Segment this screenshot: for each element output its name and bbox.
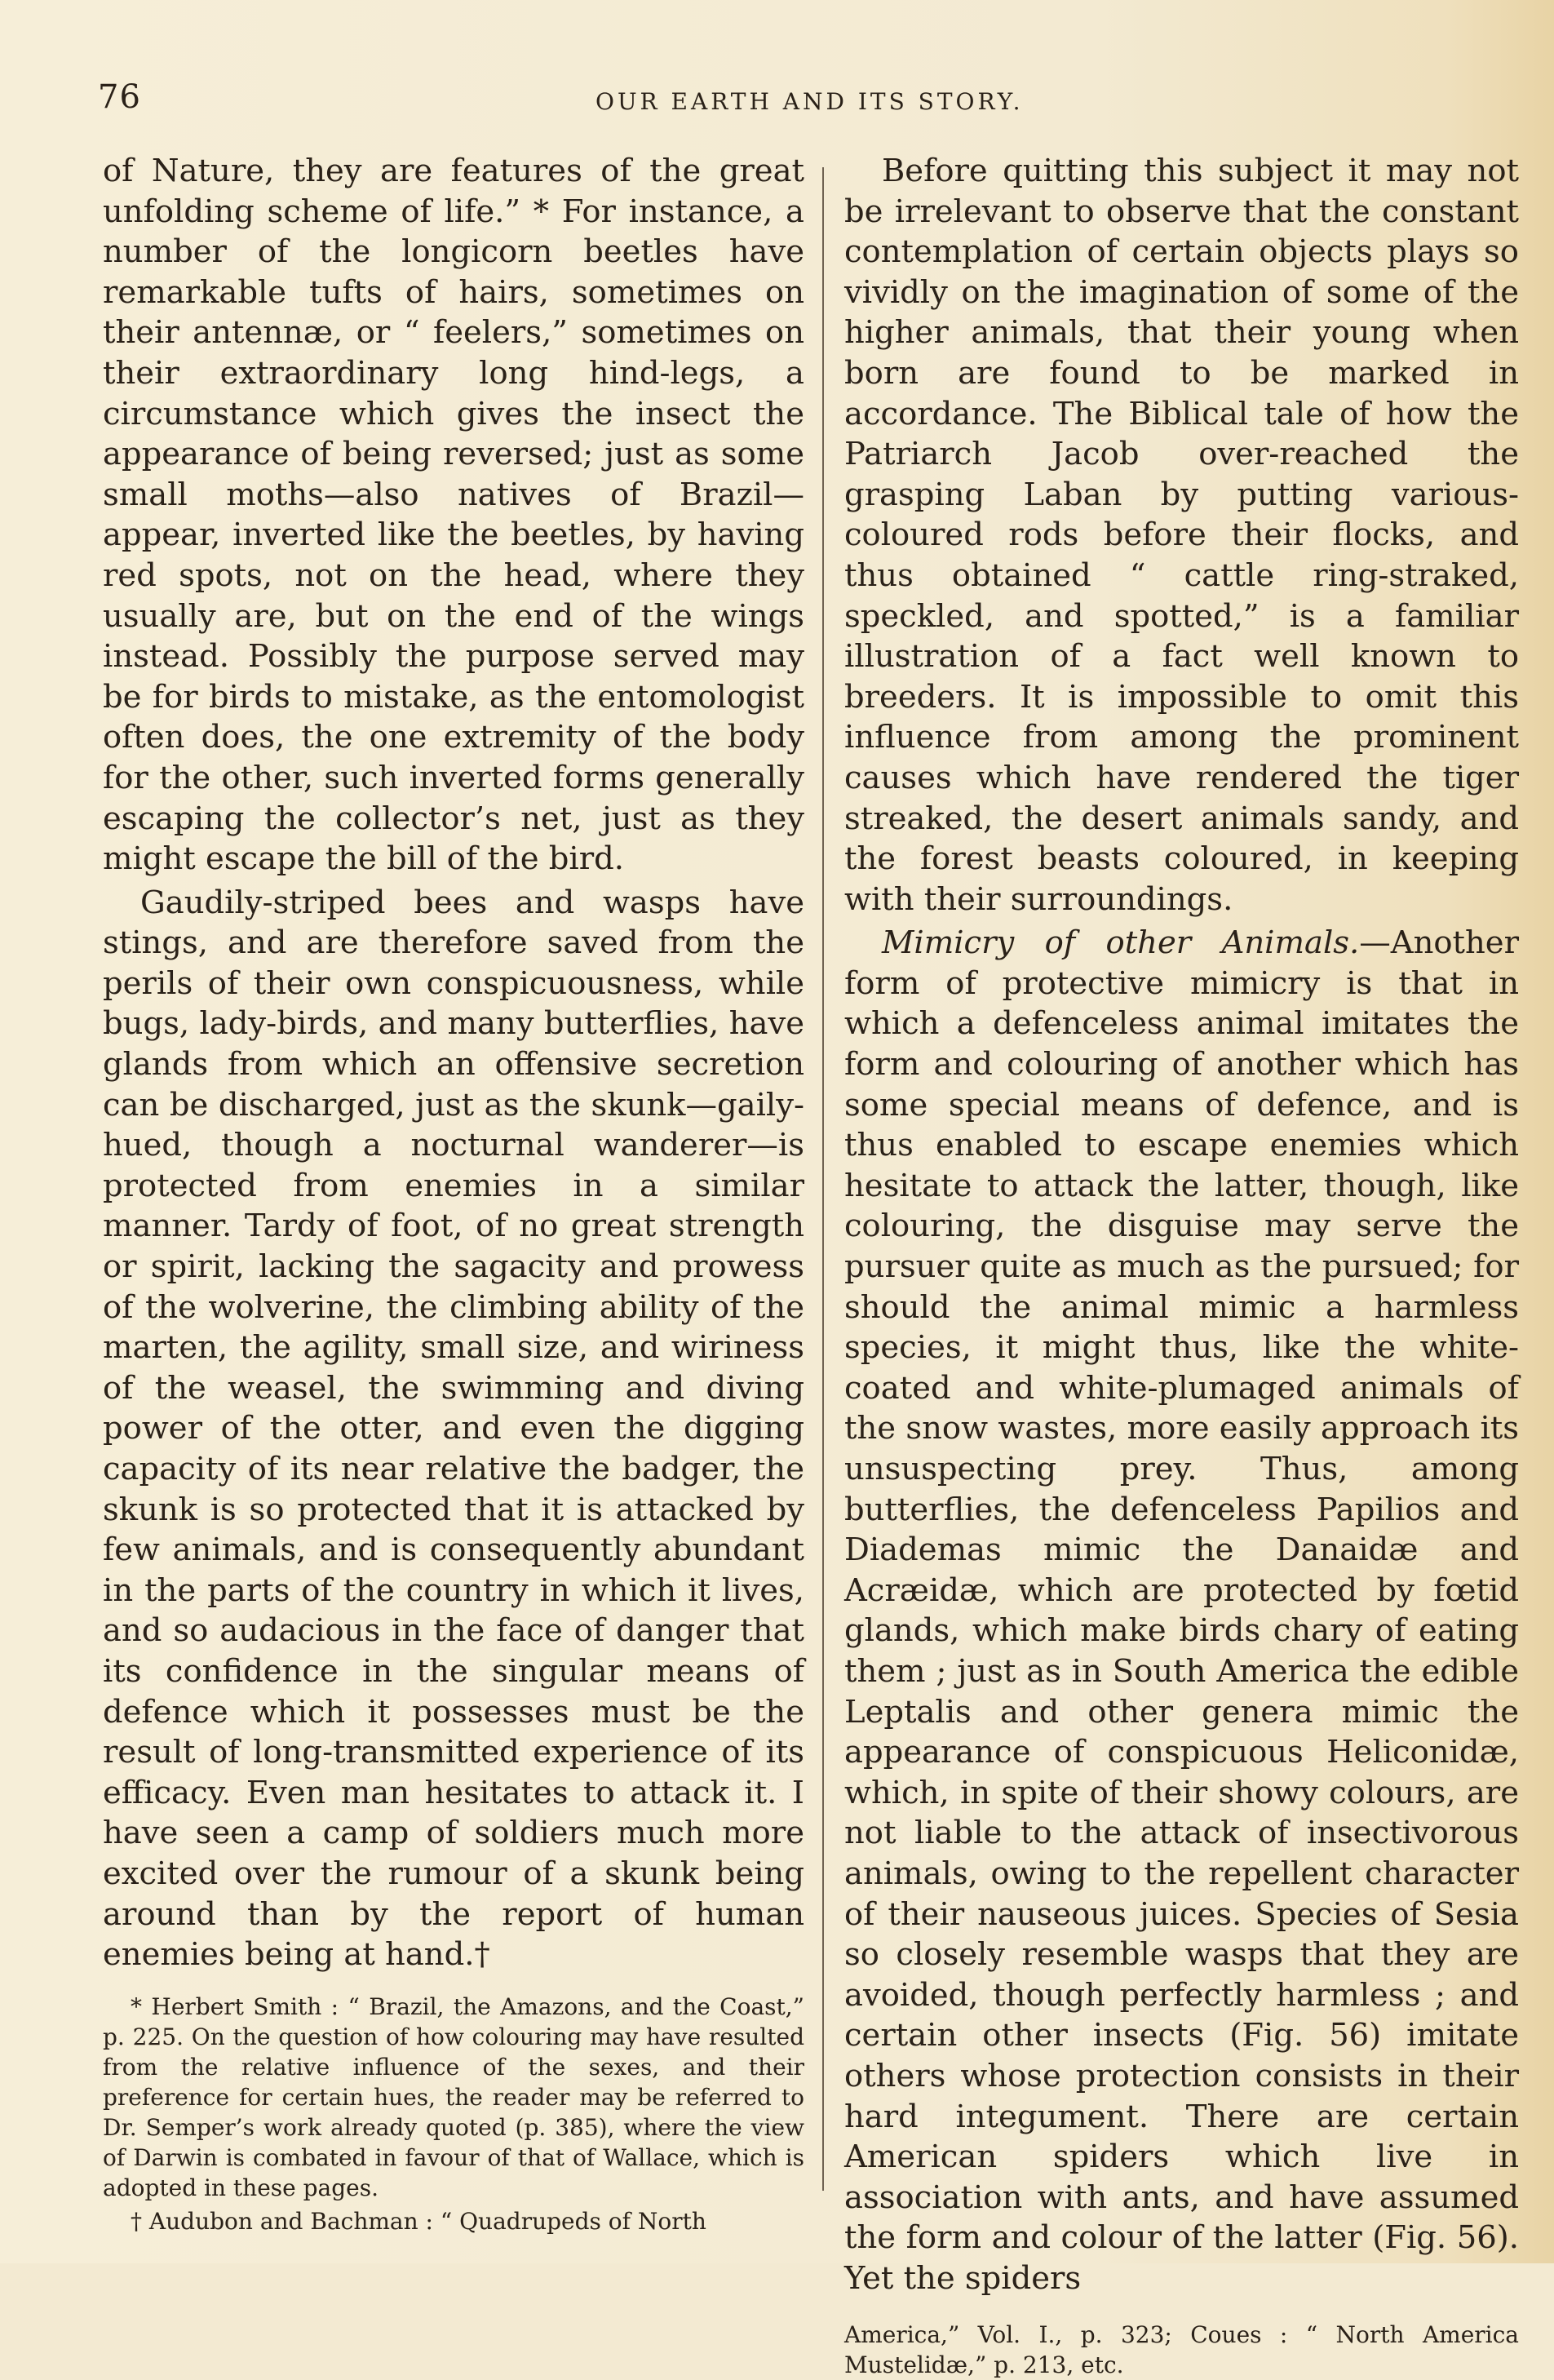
page-number: 76: [98, 78, 141, 116]
paragraph: Before quitting this subject it may not be irrelevant to observe that the constant contemplation of certain objects plays so vividly on the imagination of some of the higher animals, that their young when born are found to be marked in accordance. The Biblical tale of how the Patriarch Jacob over-reached the grasping Laban by putting various-coloured rods before their flocks, and thus obtained “ cattle ring-straked, speckled, and spotted,” is a familiar illustration of a fact well known to breeders. It is impossible to omit this influence from among the prominent causes which have rendered the tiger streaked, the desert animals sandy, and the forest beasts coloured, in keeping with their surroundings.: [844, 153, 1519, 918]
running-title: OUR EARTH AND ITS STORY.: [595, 88, 1024, 115]
footnotes: [844, 2320, 1519, 2380]
footnote: † Audubon and Bachman : “ Quadrupeds of North: [131, 2207, 706, 2235]
footnote-continuation: America,” Vol. I., p. 323; Coues : “ North America Mustelidæ,” p. 213, etc.: [844, 2321, 1519, 2379]
page-header: [98, 78, 1485, 127]
paragraph: [844, 923, 1519, 2298]
left-column: [103, 151, 804, 2236]
footnotes: [103, 1992, 804, 2236]
paragraph: of Nature, they are features of the great unfolding scheme of life.” * For instance, a number of the longicorn beetles have remarkable tufts of hairs, sometimes on their antennæ, or “ feelers,” sometimes on their extraordinary long hind-legs, a circumstance which gives the insect the appearance of being reversed; just as some small moths—also natives of Brazil—appear, inverted like the beetles, by having red spots, not on the head, where they usually are, but on the end of the wings instead. Possibly the purpose served may be for birds to mistake, as the entomologist often does, the one extremity of the body for the other, such inverted forms generally escaping the collector’s net, just as they might escape the bill of the bird.: [103, 153, 804, 878]
right-column: [844, 151, 1519, 2380]
paragraph: Gaudily-striped bees and wasps have stings, and are therefore saved from the perils of their own conspicuousness, while bugs, lady-birds, and many butterflies, have glands from which an offensive secretion can be discharged, just as the skunk—gaily-hued, though a nocturnal wanderer—is protected from enemies in a similar manner. Tardy of foot, of no great strength or spirit, lacking the sagacity and prowess of the wolverine, the climbing ability of the marten, the agility, small size, and wiriness of the weasel, the swimming and diving power of the otter, and even the digging capacity of its near relative the badger, the skunk is so protected that it is attacked by few animals, and is consequently abundant in the parts of the country in which it lives, and so audacious in the face of danger that its confidence in the singular means of defence which it possesses must be the result of long-transmitted experience of its efficacy. Even man hesitates to attack it. I have seen a camp of soldiers much more excited over the rumour of a skunk being around than by the report of human enemies being at hand.†: [103, 884, 804, 1974]
section-heading: Mimicry of other Animals.: [882, 924, 1360, 962]
paragraph-text: —Another form of protective mimicry is that in which a defenceless animal imitates the form and colouring of another which has some special means of defence, and is thus enabled to escape enemies which hesitate to attack the latter, though, like colouring, the disguise may serve the pursuer quite as much as the pursued; for should the animal mimic a harmless species, it might thus, like the white-coated and white-plumaged animals of the snow wastes, more easily approach its unsuspecting prey. Thus, among butterflies, the defenceless Papilios and Diademas mimic the Danaidæ and Acræidæ, which are protected by fœtid glands, which make birds chary of eating them ; just as in South America the edible Leptalis and other genera mimic the appearance of conspicuous Heliconidæ, which, in spite of their showy colours, are not liable to the attack of insectivorous animals, owing to the repellent character of their nauseous juices. Species of Sesia so closely resemble wasps that they are avoided, though perfectly harmless ; and certain other insects (Fig. 56) imitate others whose protection consists in their hard integument. There are certain American spiders which live in association with ants, and have assumed the form and colour of the latter (Fig. 56). Yet the spiders: [844, 924, 1519, 2297]
column-divider: [822, 167, 824, 2191]
footnote: * Herbert Smith : “ Brazil, the Amazons, and the Coast,” p. 225. On the question of how colouring may have resulted from the relative influence of the sexes, and their preference for certain hues, the reader may be referred to Dr. Semper’s work already quoted (p. 385), where the view of Darwin is combated in favour of that of Wallace, which is adopted in these pages.: [103, 1992, 804, 2201]
